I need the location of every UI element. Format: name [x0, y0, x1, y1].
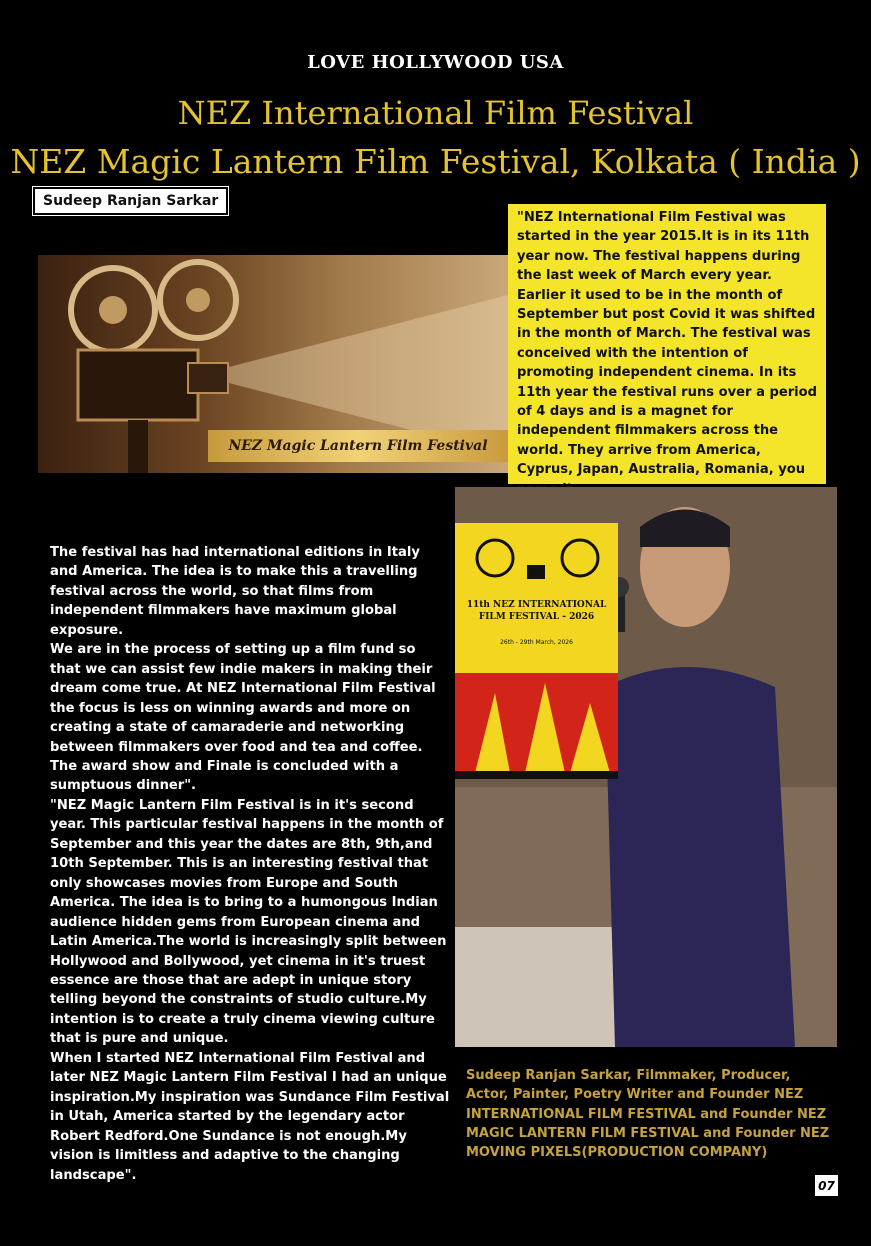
- article-body: [50, 543, 450, 1185]
- paragraph: The festival has had international editions in Italy and America. The idea is to make this a travelling festival across the world, so that films from independent filmmakers have maximum global exposure.: [50, 545, 420, 638]
- poster-dates: 26th - 29th March, 2026: [500, 639, 573, 646]
- paragraph: We are in the process of setting up a film fund so that we can assist few indie makers in making their dream come true. At NEZ International Film Festival the focus is less on winning awards and more on creating a state of camaraderie and networking between filmmakers over food and tea and coffee. The award show and Finale is concluded with a sumptuous dinner".: [50, 642, 436, 794]
- masthead: LOVE HOLLYWOOD USA: [307, 52, 564, 73]
- festival-poster: [455, 523, 618, 779]
- paragraph: "NEZ Magic Lantern Film Festival is in it's second year. This particular festival happens in the month of September and this year the dates are 8th, 9th,and 10th September. This is an interesting festival that only showcases movies from Europe and South America. The idea is to bring to a humongous Indian audience hidden gems from European cinema and Latin America.The world is increasingly split between Hollywood and Bollywood, yet cinema in it's truest essence are those that are adept in unique story telling beyond the constraints of studio culture.My intention is to create a truly cinema viewing culture that is pure and unique.: [50, 797, 447, 1047]
- film-reel-icon: [455, 523, 618, 779]
- festival-banner: NEZ Magic Lantern Film Festival: [208, 430, 508, 462]
- poster-footer: [455, 771, 618, 779]
- poster-title: 11th NEZ INTERNATIONAL FILM FESTIVAL - 2026: [466, 600, 607, 622]
- page-subtitle: NEZ Magic Lantern Film Festival, Kolkata ( India ): [10, 142, 861, 181]
- paragraph: When I started NEZ International Film Festival and later NEZ Magic Lantern Film Festival I had an unique inspiration.My inspiration was Sundance Film Festival in Utah, America started by the legendary actor Robert Redford.One Sundance is not enough.My vision is limitless and adaptive to the changing landscape".: [50, 1050, 450, 1183]
- quote-box: "NEZ International Film Festival was started in the year 2015.It is in its 11th year now. The festival happens during the last week of March every year. Earlier it used to be in the month of September but post Covid it was shifted in the month of March. The festival was conceived with the intention of promoting independent cinema. In its 11th year the festival runs over a period of 4 days and is a magnet for independent filmmakers across the world. They arrive from America, Cyprus, Japan, Australia, Romania, you: [508, 204, 826, 484]
- photo-caption: Sudeep Ranjan Sarkar, Filmmaker, Producer, Actor, Painter, Poetry Writer and Founder NEZ INTERNATIONAL FILM FESTIVAL and Founder NEZ MAGIC LANTERN FILM FESTIVAL and Founder NEZ MOVING PIXELS(PRODUCTION COMPANY): [466, 1068, 830, 1161]
- page-title: NEZ International Film Festival: [177, 94, 694, 132]
- page-number: 07: [815, 1175, 838, 1196]
- author-badge: Sudeep Ranjan Sarkar: [33, 187, 228, 215]
